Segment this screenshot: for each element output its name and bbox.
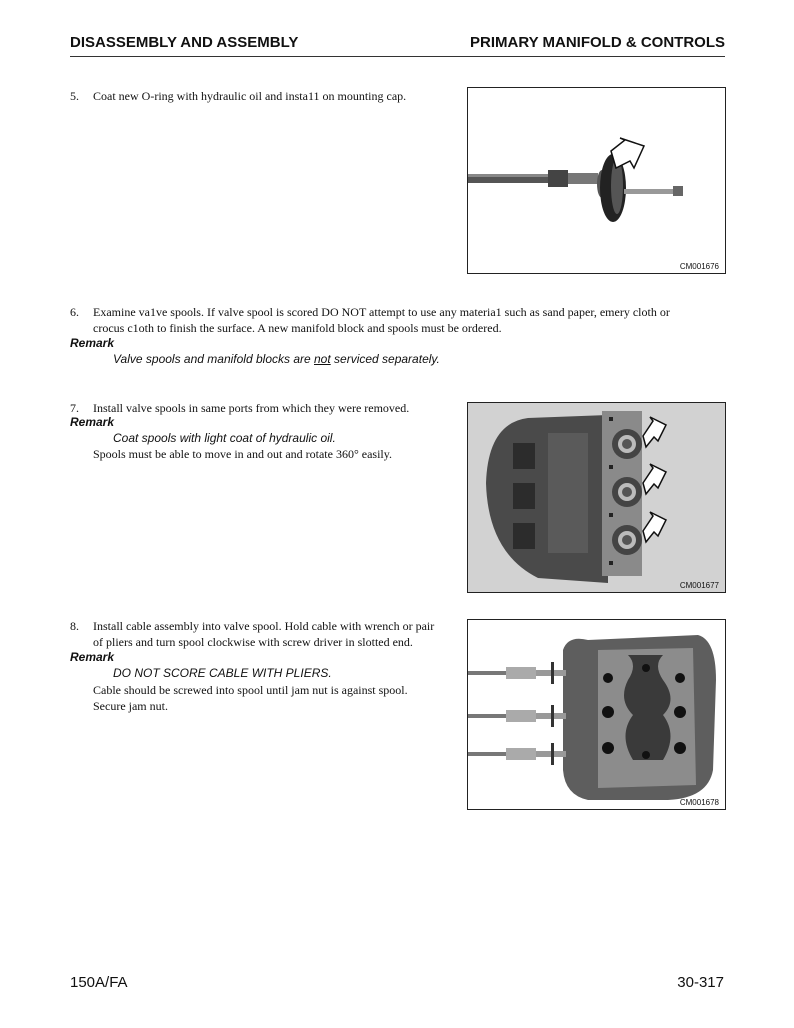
remark-text: Valve spools and manifold blocks are not serviced separately. (113, 352, 440, 366)
figure-valve-spools (467, 402, 726, 593)
step-7 (70, 400, 460, 418)
step-note: Spools must be able to move in and out and rotate 360° easily. (93, 447, 392, 461)
figure-mounting-cap (467, 87, 726, 274)
step-text-line-1: Install cable assembly into valve spool. Hold cable with wrench or pair (93, 619, 435, 633)
step-text: Install valve spools in same ports from which they were removed. (93, 401, 410, 415)
step-number: 5. (70, 89, 79, 103)
step-number: 8. (70, 619, 79, 633)
step-number: 7. (70, 401, 79, 415)
mounting-cap-illustration (468, 88, 725, 273)
figure-cable-assembly (467, 619, 726, 810)
page-header (70, 34, 725, 57)
remark-text: Coat spools with light coat of hydraulic oil. (113, 431, 336, 445)
remark-label: Remark (70, 336, 115, 350)
valve-spools-illustration (468, 403, 725, 592)
chapter-title: PRIMARY MANIFOLD & CONTROLS (470, 34, 725, 51)
remark-text: DO NOT SCORE CABLE WITH PLIERS. (113, 666, 332, 680)
step-text-line-2: of pliers and turn spool clockwise with screw driver in slotted end. (93, 635, 413, 649)
step-text-line-1: Examine va1ve spools. If valve spool is scored DO NOT attempt to use any materia1 such as sand paper, emery cloth or (93, 305, 670, 319)
model-number: 150A/FA (70, 974, 128, 991)
figure-id: CM001677 (679, 581, 719, 590)
step-note-line-1: Cable should be screwed into spool until jam nut is against spool. (93, 683, 408, 697)
step-6 (70, 304, 730, 338)
remark-label: Remark (70, 650, 115, 664)
section-title: DISASSEMBLY AND ASSEMBLY (70, 34, 299, 51)
figure-id: CM001678 (679, 798, 719, 807)
figure-id: CM001676 (679, 262, 719, 271)
page-number: 30-317 (677, 974, 724, 991)
step-text-line-2: crocus c1oth to finish the surface. A new manifold block and spools must be ordered. (93, 321, 502, 335)
remark-label: Remark (70, 415, 115, 429)
step-text: Coat new O-ring with hydraulic oil and insta11 on mounting cap. (93, 89, 407, 103)
step-8 (70, 618, 465, 652)
step-number: 6. (70, 305, 79, 319)
step-note-line-2: Secure jam nut. (93, 699, 168, 713)
step-5 (70, 88, 450, 106)
cable-assembly-illustration (468, 620, 725, 809)
